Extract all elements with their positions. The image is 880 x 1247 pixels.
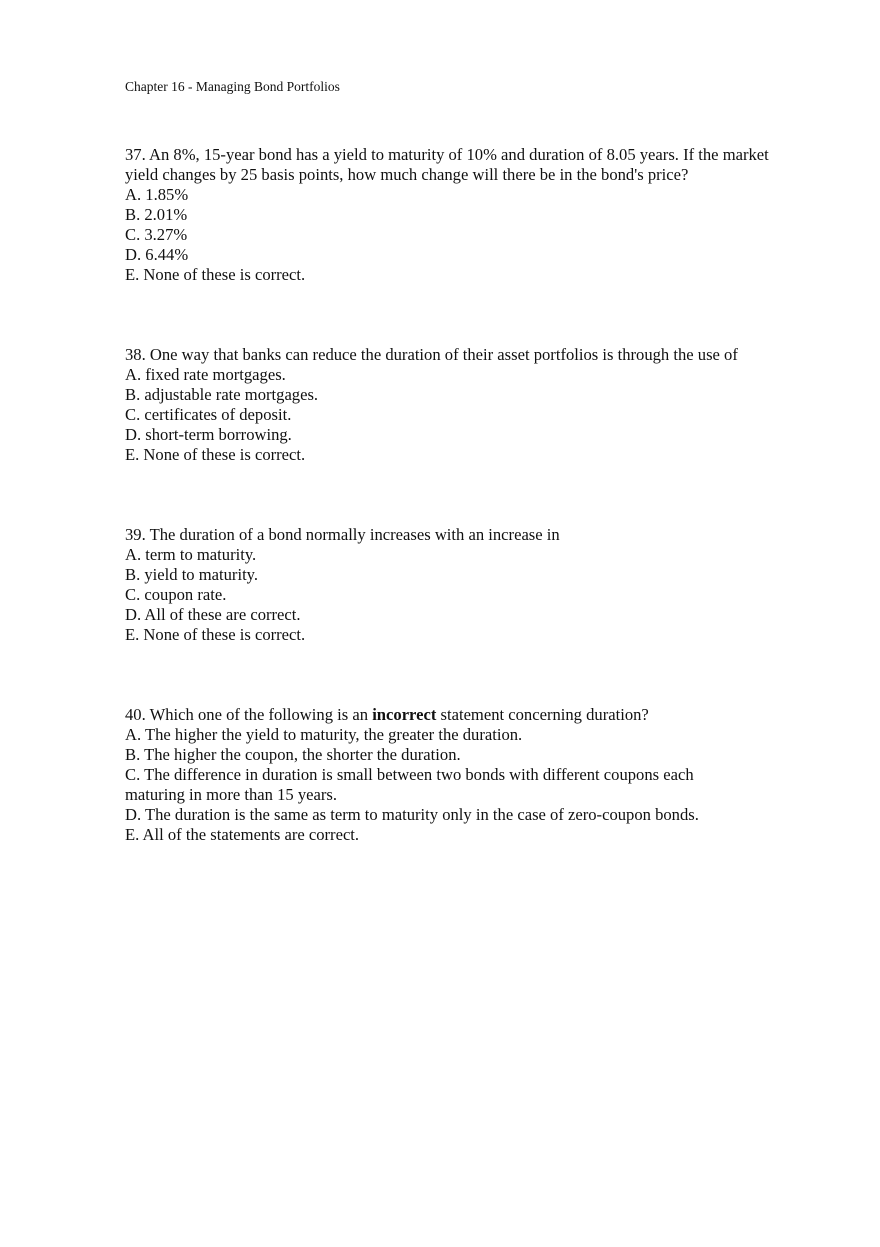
option-a: A. The higher the yield to maturity, the greater the duration. — [125, 725, 523, 744]
question-stem: 37. An 8%, 15-year bond has a yield to maturity of 10% and duration of 8.05 years. If the market yield changes by 25 basis points, how much change will there be in the bond's price? — [125, 145, 769, 184]
option-d: D. The duration is the same as term to maturity only in the case of zero-coupon bonds. — [125, 805, 699, 824]
stem-text: statement concerning duration? — [436, 705, 649, 724]
option-d: D. short-term borrowing. — [125, 425, 292, 444]
option-b: B. adjustable rate mortgages. — [125, 385, 319, 404]
option-c: C. coupon rate. — [125, 585, 227, 604]
stem-text: 40. Which one of the following is an — [125, 705, 373, 724]
option-c: C. 3.27% — [125, 225, 188, 244]
option-d: D. 6.44% — [125, 245, 189, 264]
option-a: A. fixed rate mortgages. — [125, 365, 286, 384]
option-a: A. term to maturity. — [125, 545, 257, 564]
question-stem: 38. One way that banks can reduce the duration of their asset portfolios is through the use of — [125, 345, 738, 364]
option-a: A. 1.85% — [125, 185, 189, 204]
question-stem — [125, 705, 773, 725]
option-e: E. None of these is correct. — [125, 445, 306, 464]
option-e: E. None of these is correct. — [125, 265, 306, 284]
option-c: C. certificates of deposit. — [125, 405, 292, 424]
option-b: B. The higher the coupon, the shorter the duration. — [125, 745, 461, 764]
option-e: E. None of these is correct. — [125, 625, 306, 644]
stem-emphasis: incorrect — [372, 705, 437, 724]
option-b: B. 2.01% — [125, 205, 188, 224]
question-40 — [125, 705, 773, 845]
option-c: C. The difference in duration is small between two bonds with different coupons each maturing in more than 15 years. — [125, 765, 694, 804]
question-stem: 39. The duration of a bond normally increases with an increase in — [125, 525, 560, 544]
page-header: Chapter 16 - Managing Bond Portfolios — [125, 79, 340, 94]
question-38 — [125, 345, 773, 465]
question-39 — [125, 525, 773, 645]
question-37 — [125, 145, 773, 285]
option-d: D. All of these are correct. — [125, 605, 301, 624]
option-e: E. All of the statements are correct. — [125, 825, 360, 844]
option-b: B. yield to maturity. — [125, 565, 259, 584]
